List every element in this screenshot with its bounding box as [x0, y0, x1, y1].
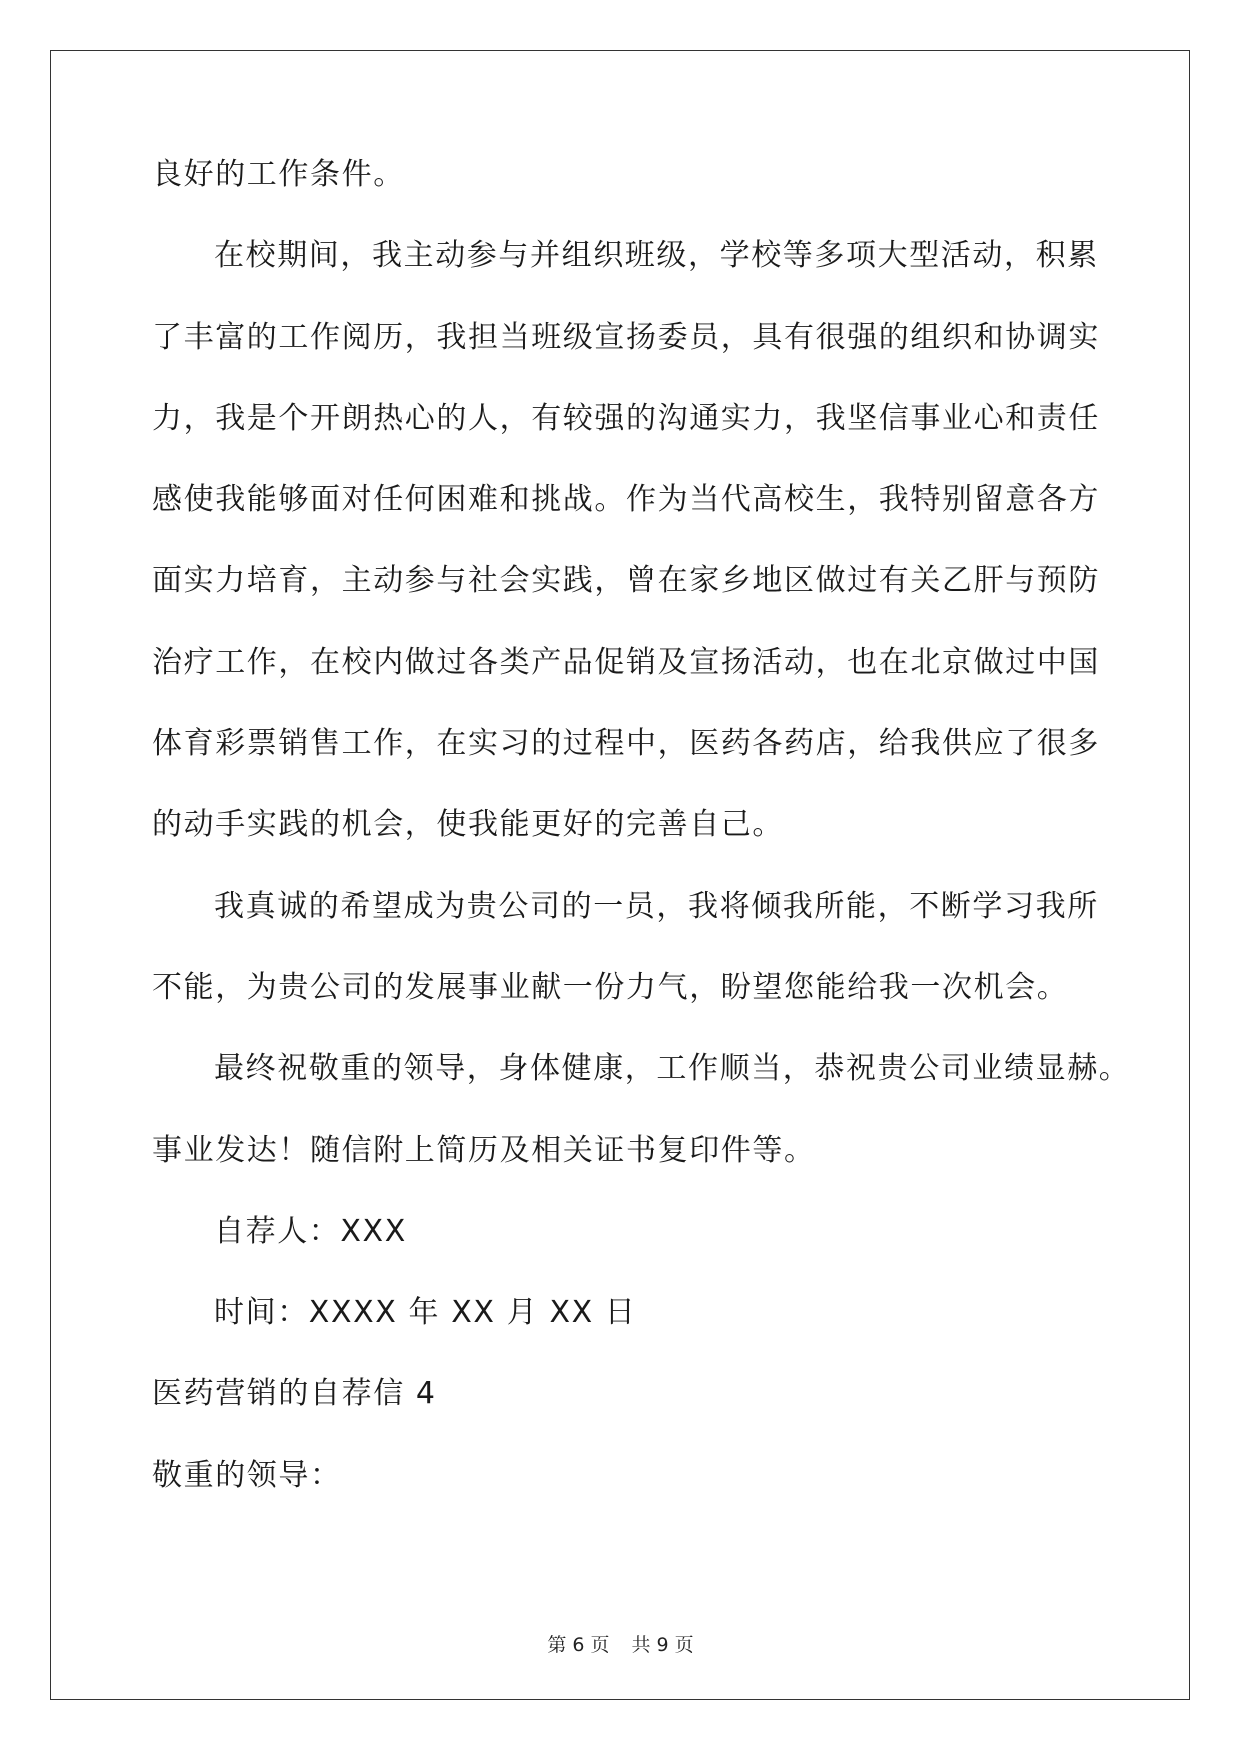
text-line: 良好的工作条件。: [152, 157, 405, 192]
paragraph-start-line: 在校期间，我主动参与并组织班级，学校等多项大型活动，积累: [214, 238, 1099, 274]
page-footer: [0, 1630, 1241, 1657]
paragraph-start-line: 我真诚的希望成为贵公司的一员，我将倾我所能，不断学习我所: [214, 888, 1099, 924]
letter-body: [152, 157, 1131, 1542]
text-line: 面实力培育，主动参与社会实践，曾在家乡地区做过有关乙肝与预防: [152, 563, 1100, 599]
paragraph-start-line: 最终祝敬重的领导，身体健康，工作顺当，恭祝贵公司业绩显赫。: [214, 1051, 1131, 1087]
page-total: 共 9 页: [631, 1634, 694, 1656]
text-line: 不能，为贵公司的发展事业献一份力气，盼望您能给我一次机会。: [152, 969, 1069, 1005]
text-line: 力，我是个开朗热心的人，有较强的沟通实力，我坚信事业心和责任: [152, 400, 1100, 436]
text-line: 体育彩票销售工作，在实习的过程中，医药各药店，给我供应了很多: [152, 726, 1100, 762]
text-line: 感使我能够面对任何困难和挑战。作为当代高校生，我特别留意各方: [152, 482, 1100, 518]
page-number: 第 6 页: [547, 1634, 610, 1656]
text-line: 的动手实践的机会，使我能更好的完善自己。: [152, 807, 784, 843]
text-line: 了丰富的工作阅历，我担当班级宣扬委员，具有很强的组织和协调实: [152, 319, 1100, 355]
section-title: 医药营销的自荐信 4: [152, 1376, 437, 1412]
salutation-line: 敬重的领导：: [152, 1457, 342, 1493]
signature-line: 自荐人：XXX: [214, 1213, 407, 1249]
text-line: 治疗工作，在校内做过各类产品促销及宣扬活动，也在北京做过中国: [152, 644, 1100, 680]
text-line: 事业发达！随信附上简历及相关证书复印件等。: [152, 1132, 816, 1168]
date-line: 时间：XXXX 年 XX 月 XX 日: [214, 1295, 637, 1331]
